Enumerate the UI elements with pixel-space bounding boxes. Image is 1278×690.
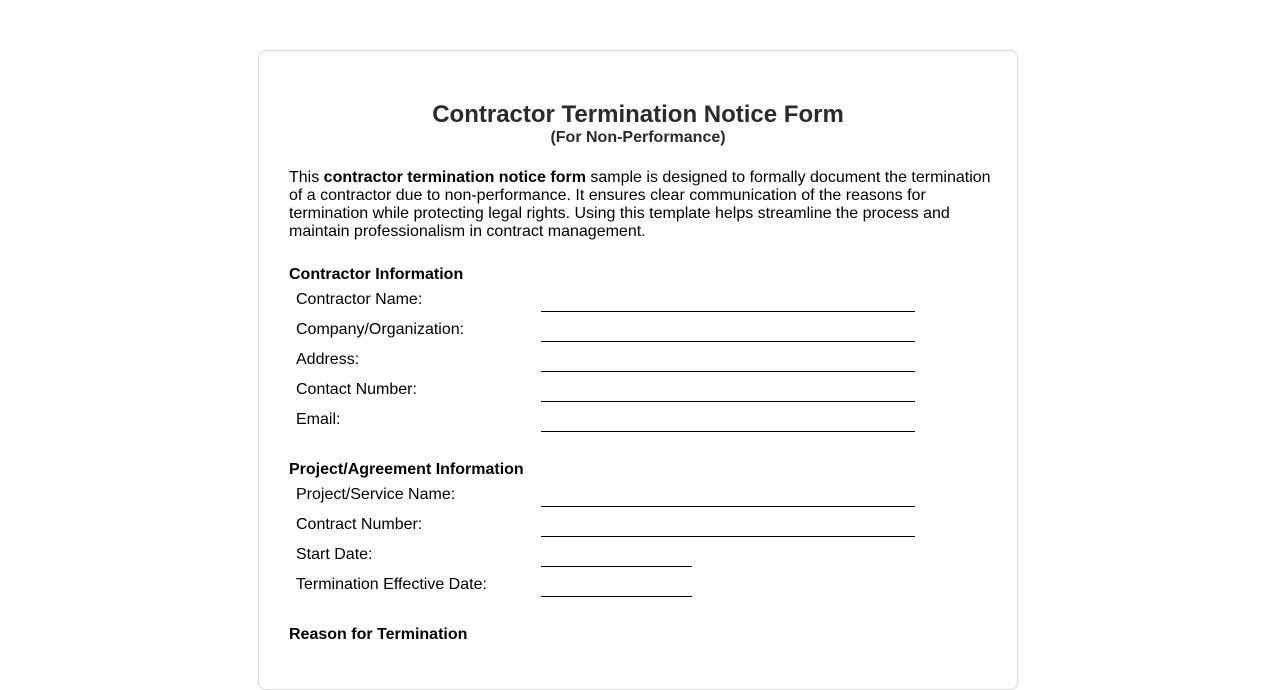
page-title: Contractor Termination Notice Form bbox=[432, 101, 844, 128]
field-email bbox=[296, 411, 996, 435]
field-label: Contractor Name: bbox=[296, 291, 423, 308]
field-project-name bbox=[296, 486, 996, 510]
field-label: Address: bbox=[296, 351, 360, 368]
page-subtitle: (For Non-Performance) bbox=[550, 129, 726, 146]
field-contract-number bbox=[296, 516, 996, 540]
field-contractor-name bbox=[296, 291, 996, 315]
field-address bbox=[296, 351, 996, 375]
termination-date-line[interactable] bbox=[541, 596, 692, 597]
email-line[interactable] bbox=[541, 431, 915, 432]
intro-text-start: This bbox=[289, 169, 324, 186]
field-contact-number bbox=[296, 381, 996, 405]
field-label: Contact Number: bbox=[296, 381, 417, 398]
field-company bbox=[296, 321, 996, 345]
field-start-date bbox=[296, 546, 996, 570]
field-label: Project/Service Name: bbox=[296, 486, 456, 503]
intro-paragraph bbox=[289, 169, 994, 241]
contact-number-line[interactable] bbox=[541, 401, 915, 402]
address-line[interactable] bbox=[541, 371, 915, 372]
section-heading-reason: Reason for Termination bbox=[289, 626, 468, 643]
contractor-name-line[interactable] bbox=[541, 311, 915, 312]
field-label: Contract Number: bbox=[296, 516, 423, 533]
form-document bbox=[258, 50, 1018, 690]
field-termination-date bbox=[296, 576, 996, 600]
section-heading-project: Project/Agreement Information bbox=[289, 461, 524, 478]
section-heading-contractor: Contractor Information bbox=[289, 266, 464, 283]
field-label: Company/Organization: bbox=[296, 321, 465, 338]
project-name-line[interactable] bbox=[541, 506, 915, 507]
intro-text-bold: contractor termination notice form bbox=[323, 169, 586, 186]
field-label: Termination Effective Date: bbox=[296, 576, 487, 593]
field-label: Start Date: bbox=[296, 546, 373, 563]
start-date-line[interactable] bbox=[541, 566, 692, 567]
field-label: Email: bbox=[296, 411, 341, 428]
intro-text-end: sample is designed to formally document the termination of a contractor due to non-performance. It ensures clear communication of the reasons for termination while protecting legal rights. Using this template helps streamline the process and maintain professionalism in contract management. bbox=[289, 169, 991, 240]
contract-number-line[interactable] bbox=[541, 536, 915, 537]
company-line[interactable] bbox=[541, 341, 915, 342]
